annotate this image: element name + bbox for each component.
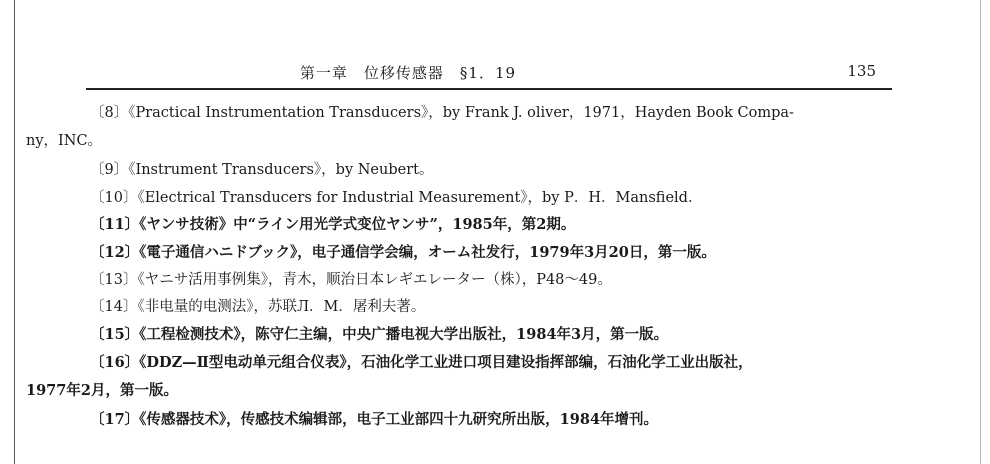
running-header bbox=[88, 60, 886, 86]
reference-14: 〔14〕《非电量的电测法》，苏联Л．М．屠利夫著。 bbox=[90, 299, 426, 315]
page-number: 135 bbox=[847, 62, 876, 80]
reference-15: 〔15〕《工程检测技术》，陈守仁主编，中央广播电视大学出版社，1984年3月，第一版。 bbox=[90, 326, 669, 343]
reference-13: 〔13〕《ヤニサ活用事例集》，青木，顺治日本レギエレーター（株），P48～49。 bbox=[90, 272, 612, 288]
reference-17: 〔17〕《传感器技术》，传感技术编辑部，电子工业部四十九研究所出版，1984年增刊。 bbox=[90, 411, 659, 428]
reference-12: 〔12〕《電子通信ハニドブック》，电子通信学会编，オーム社发行，1979年3月20日，第一版。 bbox=[90, 244, 716, 261]
reference-11: 〔11〕《ヤンサ技術》中“ライン用光学式变位ヤンサ”，1985年，第2期。 bbox=[90, 216, 576, 233]
reference-9: 〔9〕《Instrument Transducers》，by Neubert。 bbox=[90, 162, 434, 178]
page-left-edge bbox=[14, 0, 15, 464]
header-rule bbox=[86, 88, 892, 90]
reference-8: 〔8〕《Practical Instrumentation Transducers》，by Frank J. oliver，1971，Hayden Book Compa- bbox=[90, 105, 794, 121]
reference-16-continuation: 1977年2月，第一版。 bbox=[26, 382, 178, 399]
chapter-title: 第一章 位移传感器 §1．19 bbox=[299, 64, 517, 82]
reference-8-continuation: ny，INC。 bbox=[26, 133, 103, 149]
reference-16: 〔16〕《DDZ—Ⅱ型电动单元组合仪表》，石油化学工业进口项目建设指挥部编，石油化学工业出版社， bbox=[90, 354, 753, 371]
page-right-edge bbox=[980, 0, 981, 464]
reference-10: 〔10〕《Electrical Transducers for Industrial Measurement》，by P．H．Mansfield． bbox=[90, 190, 703, 206]
